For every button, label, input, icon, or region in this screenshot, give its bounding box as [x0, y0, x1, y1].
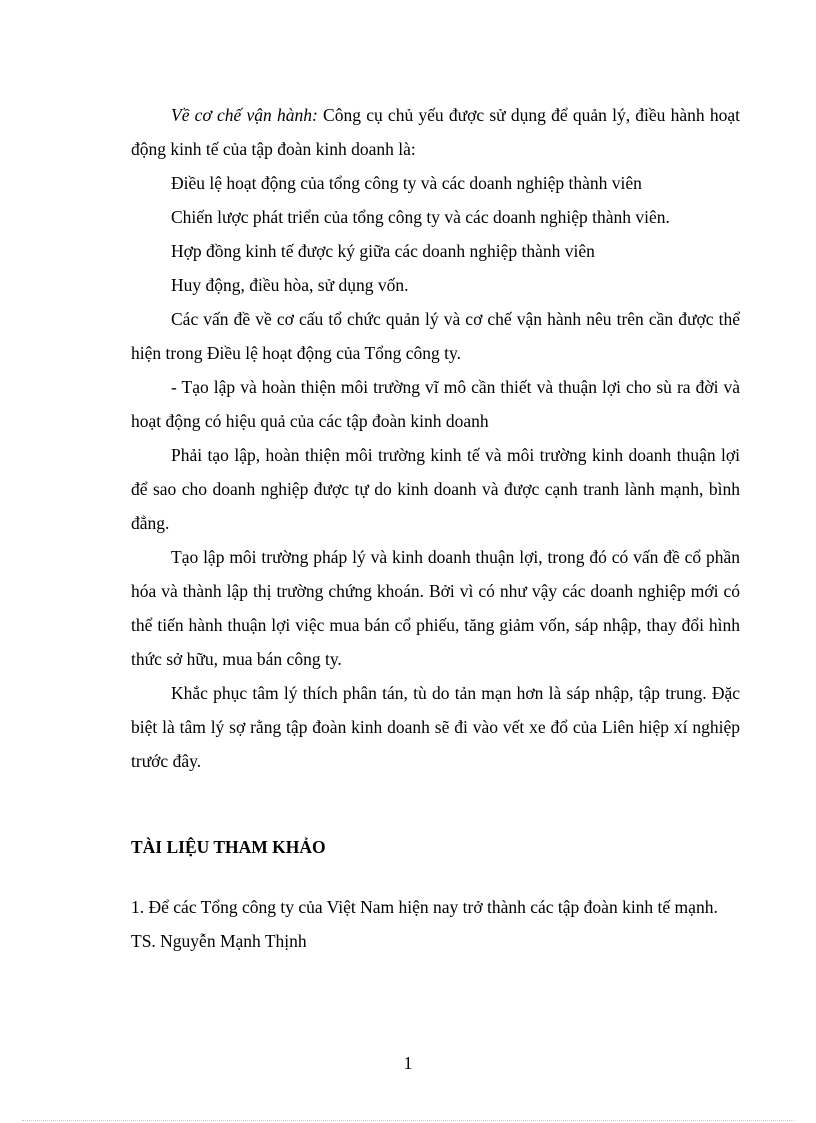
reference-item: 1. Để các Tổng công ty của Việt Nam hiện nay trở thành các tập đoàn kinh tế mạnh.: [131, 897, 718, 917]
paragraph-macro-environment: - Tạo lập và hoàn thiện môi trường vĩ mô cần thiết và thuận lợi cho sù ra đời và hoạt động có hiệu quả của các tập đoàn kinh doanh: [131, 377, 740, 431]
list-item: Chiến lược phát triển của tổng công ty và các doanh nghiệp thành viên.: [171, 207, 670, 227]
document-body: [131, 98, 740, 958]
page-number: 1: [403, 1053, 413, 1073]
paragraph-business-environment: Phải tạo lập, hoàn thiện môi trường kinh tế và môi trường kinh doanh thuận lợi để sao cho doanh nghiệp được tự do kinh doanh và được cạnh tranh lành mạnh, bình đẳng.: [131, 445, 740, 533]
references-heading: TÀI LIỆU THAM KHẢO: [131, 837, 326, 857]
mechanism-text: Công cụ chủ yếu được sử dụng để quản lý, điều hành hoạt động kinh tế của tập đoàn kinh doanh là:: [131, 105, 740, 159]
page-bottom-divider: [22, 1120, 794, 1121]
mechanism-label: Về cơ chế vận hành:: [171, 105, 318, 125]
paragraph-mechanism: [131, 98, 740, 166]
list-item: Điều lệ hoạt động của tổng công ty và các doanh nghiệp thành viên: [171, 173, 642, 193]
list-item: Huy động, điều hòa, sử dụng vốn.: [171, 275, 409, 295]
paragraph-structure: Các vấn đề về cơ cấu tổ chức quản lý và cơ chế vận hành nêu trên cần được thể hiện trong Điều lệ hoạt động của Tổng công ty.: [131, 309, 740, 363]
paragraph-legal-environment: Tạo lập môi trường pháp lý và kinh doanh thuận lợi, trong đó có vấn đề cổ phần hóa và thành lập thị trường chứng khoán. Bởi vì có như vậy các doanh nghiệp mới có thể tiến hành thuận lợi việc mua bán cổ phiếu, tăng giảm vốn, sáp nhập, thay đổi hình thức sở hữu, mua bán công ty.: [131, 547, 740, 669]
reference-author: TS. Nguyễn Mạnh Thịnh: [131, 931, 307, 951]
paragraph-psychology: Khắc phục tâm lý thích phân tán, tù do tản mạn hơn là sáp nhập, tập trung. Đặc biệt là tâm lý sợ rằng tập đoàn kinh doanh sẽ đi vào vết xe đổ của Liên hiệp xí nghiệp trước đây.: [131, 683, 740, 771]
list-item: Hợp đồng kinh tế được ký giữa các doanh nghiệp thành viên: [171, 241, 595, 261]
